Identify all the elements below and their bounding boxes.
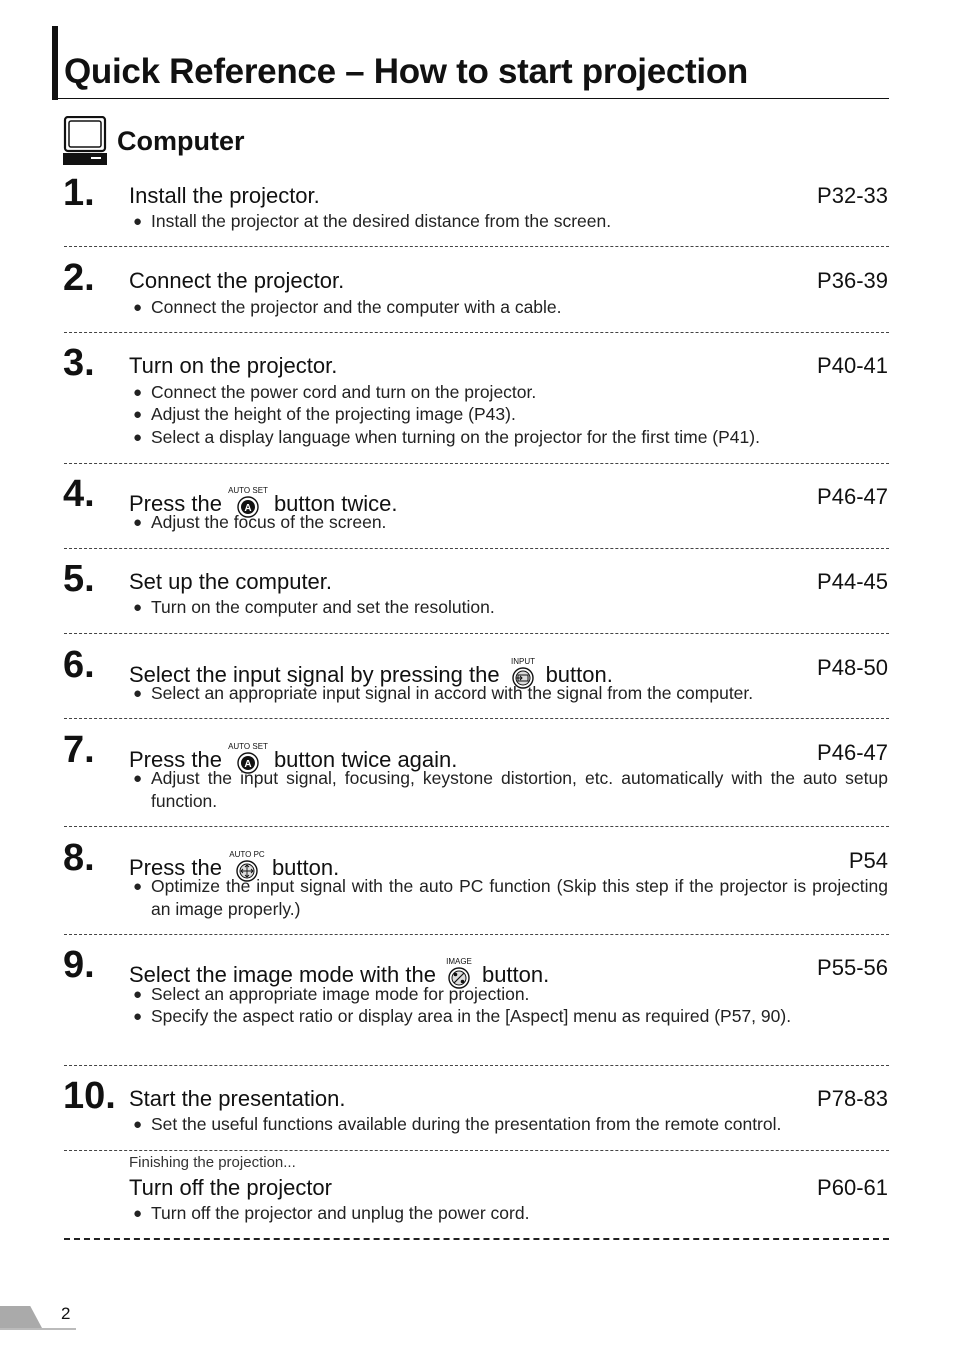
step-number: 5.	[63, 558, 95, 600]
svg-text:AUTO SET: AUTO SET	[228, 486, 268, 495]
step-number: 10.	[63, 1075, 116, 1117]
step-number: 1.	[63, 172, 95, 214]
step-number: 6.	[63, 644, 95, 686]
step-bullet: ● Install the projector at the desired distance from the screen.	[133, 210, 888, 233]
step-separator	[64, 1150, 889, 1151]
step-page-ref: P36-39	[817, 268, 888, 293]
step-separator	[64, 332, 889, 333]
step-title: Select the image mode with the IMAGE button.	[129, 957, 549, 993]
section-title: Computer	[117, 126, 245, 156]
step-separator	[64, 1065, 889, 1066]
step-bullet: ● Select an appropriate input signal in accord with the signal from the computer.	[133, 682, 888, 705]
step-number: 8.	[63, 837, 95, 879]
step-bullet: ● Connect the projector and the computer with a cable.	[133, 296, 888, 319]
page-rule	[0, 1328, 76, 1330]
step-number: 4.	[63, 473, 95, 515]
svg-text:A: A	[244, 503, 252, 514]
finishing-title: Turn off the projector	[129, 1175, 332, 1200]
finishing-bullet: ● Turn off the projector and unplug the power cord.	[133, 1202, 888, 1225]
step-page-ref: P55-56	[817, 955, 888, 980]
svg-text:AUTO PC: AUTO PC	[229, 850, 265, 859]
step-title: Set up the computer.	[129, 569, 333, 594]
step-number: 7.	[63, 729, 95, 771]
page-title: Quick Reference – How to start projection	[64, 52, 748, 91]
step-separator	[64, 826, 889, 827]
step-title: Connect the projector.	[129, 268, 345, 293]
finishing-note: Finishing the projection...	[129, 1154, 296, 1171]
finishing-page-ref: P60-61	[817, 1175, 888, 1200]
step-bullet: ● Optimize the input signal with the auto PC function (Skip this step if the projector is projecting an image properly.)	[133, 875, 888, 921]
step-page-ref: P44-45	[817, 569, 888, 594]
step-title: Install the projector.	[129, 183, 320, 208]
title-accent-bar	[52, 26, 58, 100]
step-title: Press the AUTO PC button.	[129, 850, 339, 886]
step-separator	[64, 463, 889, 464]
step-separator	[64, 633, 889, 634]
page-number: 2	[61, 1304, 71, 1323]
step-separator	[64, 246, 889, 247]
step-title: Select the input signal by pressing the INPUT button.	[129, 657, 613, 693]
step-page-ref: P32-33	[817, 183, 888, 208]
step-title: Press the AUTO SET A button twice again.	[129, 742, 457, 778]
step-bullet: ● Turn on the computer and set the resolution.	[133, 596, 888, 619]
svg-text:AUTO SET: AUTO SET	[228, 742, 268, 751]
step-title: Press the AUTO SET A button twice.	[129, 486, 397, 522]
step-number: 9.	[63, 944, 95, 986]
step-bullet: ● Adjust the focus of the screen.	[133, 511, 888, 534]
step-page-ref: P54	[848, 848, 888, 873]
step-number: 2.	[63, 257, 95, 299]
step-bullet: ● Set the useful functions available during the presentation from the remote control.	[133, 1113, 888, 1136]
svg-text:A: A	[244, 759, 252, 770]
step-bullet: ● Select an appropriate image mode for projection.	[133, 983, 888, 1006]
step-page-ref: P78-83	[817, 1086, 888, 1111]
step-page-ref: P46-47	[817, 484, 888, 509]
step-separator	[64, 718, 889, 719]
final-separator	[64, 1238, 889, 1240]
step-separator	[64, 934, 889, 935]
step-page-ref: P40-41	[817, 353, 888, 378]
svg-text:INPUT: INPUT	[510, 657, 535, 666]
title-underline	[58, 98, 889, 99]
step-bullet: ● Connect the power cord and turn on the projector.	[133, 381, 888, 404]
svg-text:IMAGE: IMAGE	[446, 957, 472, 966]
step-number: 3.	[63, 342, 95, 384]
step-page-ref: P46-47	[817, 740, 888, 765]
computer-icon	[63, 116, 107, 166]
page-tab	[0, 1306, 42, 1328]
step-separator	[64, 548, 889, 549]
step-bullet: ● Specify the aspect ratio or display area in the [Aspect] menu as required (P57, 90).	[133, 1005, 888, 1028]
step-bullet: ● Adjust the input signal, focusing, keystone distortion, etc. automatically with the auto setup function.	[133, 767, 888, 813]
step-bullet: ● Select a display language when turning on the projector for the first time (P41).	[133, 426, 888, 449]
step-title: Turn on the projector.	[129, 353, 338, 378]
step-page-ref: P48-50	[817, 655, 888, 680]
step-title: Start the presentation.	[129, 1086, 346, 1111]
step-bullet: ● Adjust the height of the projecting image (P43).	[133, 403, 888, 426]
